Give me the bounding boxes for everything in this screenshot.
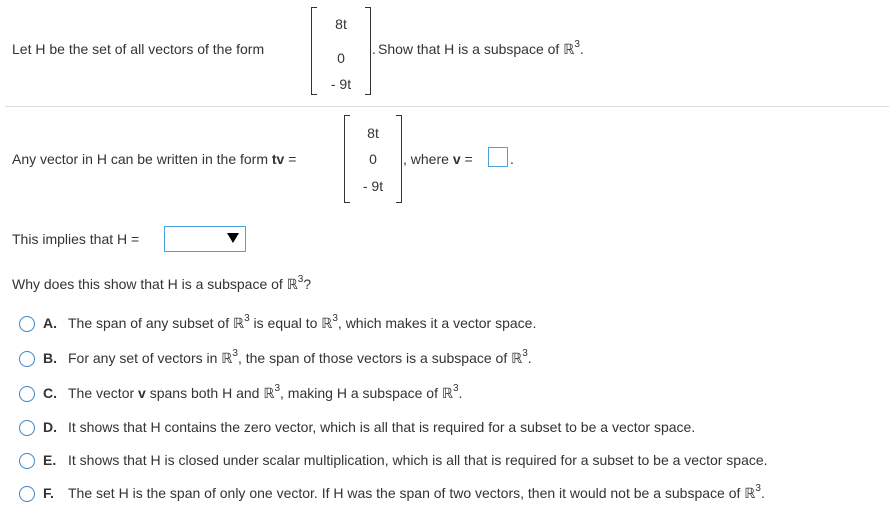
option-f-radio[interactable] [19, 486, 35, 502]
vector-entry-3: - 9t [330, 76, 352, 92]
option-d-letter: D. [43, 419, 57, 435]
dropdown-arrow-icon [227, 233, 239, 243]
problem-vector [311, 7, 371, 95]
divider [5, 106, 889, 107]
problem-intro-period: . [372, 41, 376, 57]
option-e-radio[interactable] [19, 453, 35, 469]
option-c-radio[interactable] [19, 386, 35, 402]
option-c-text[interactable]: The vector v spans both H and ℝ$^3$, making H a subspace of ℝ$^3$. [68, 383, 463, 401]
problem-intro-suffix: Show that H is a subspace of ℝ$^3$. [378, 39, 584, 57]
option-e-letter: E. [43, 452, 57, 468]
option-a-text[interactable]: The span of any subset of ℝ$^3$ is equal to ℝ$^3$, which makes it a vector space. [68, 313, 537, 331]
h-span-dropdown[interactable] [164, 226, 246, 252]
vector-entry-1: 8t [367, 125, 379, 141]
step1-prefix: Any vector in H can be written in the form tv = [12, 151, 297, 167]
option-f-text[interactable]: The set H is the span of only one vector. If H was the span of two vectors, then it would not be a subspace of ℝ$^3$. [68, 483, 765, 501]
step2-label: This implies that H = [12, 231, 140, 247]
vector-entry-1: 8t [335, 16, 347, 32]
vector-entry-2: 0 [369, 151, 377, 167]
option-a-radio[interactable] [19, 316, 35, 332]
vector-v-answer-input[interactable] [488, 147, 508, 167]
step1-where: , where v = [403, 151, 473, 167]
option-b-radio[interactable] [19, 351, 35, 367]
option-e-text[interactable]: It shows that H is closed under scalar multiplication, which is all that is required for a subset to be a vector space. [68, 452, 768, 468]
option-b-text[interactable]: For any set of vectors in ℝ$^3$, the span of those vectors is a subspace of ℝ$^3$. [68, 348, 532, 366]
question-text: Why does this show that H is a subspace of ℝ$^3$? [12, 274, 312, 292]
option-d-radio[interactable] [19, 420, 35, 436]
option-b-letter: B. [43, 350, 57, 366]
problem-intro-prefix: Let H be the set of all vectors of the form [12, 41, 265, 57]
option-a-letter: A. [43, 315, 57, 331]
option-d-text[interactable]: It shows that H contains the zero vector, which is all that is required for a subset to be a vector space. [68, 419, 696, 435]
option-c-letter: C. [43, 385, 57, 401]
step1-vector [344, 115, 402, 203]
step1-end: . [510, 151, 514, 167]
option-f-letter: F. [43, 485, 54, 501]
vector-entry-2: 0 [337, 50, 345, 66]
vector-entry-3: - 9t [362, 178, 384, 194]
